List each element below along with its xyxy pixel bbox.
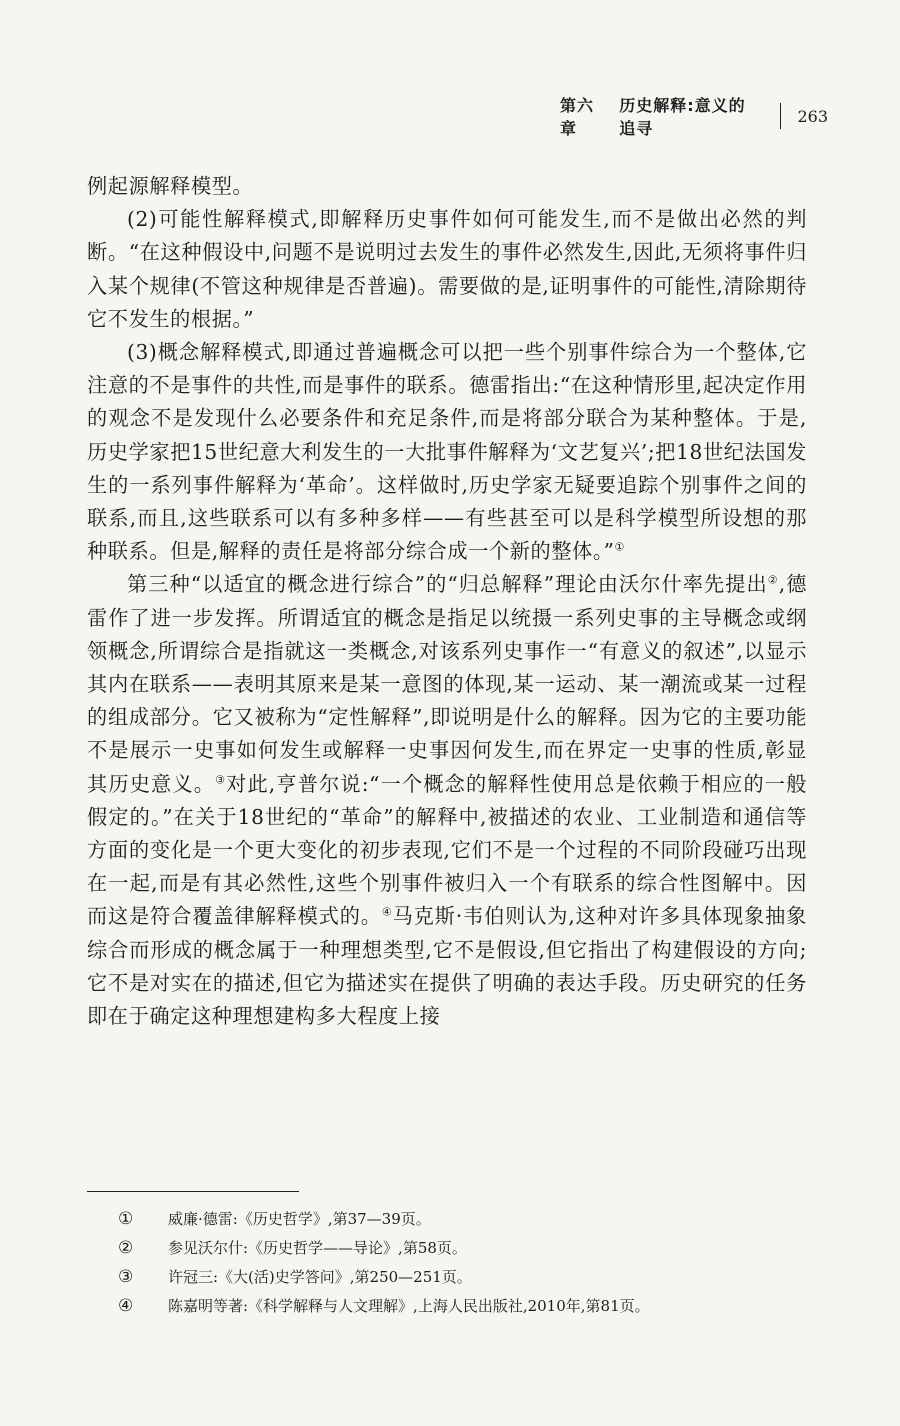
paragraph-text: (2)可能性解释模式,即解释历史事件如何可能发生,而不是做出必然的判断。“在这种假设中,问题不是说明过去发生的事件必然发生,因此,无须将事件归入某个规律(不管这种规律是否普遍)。需要做的是,证明事件的可能性,清除期待它不发生的根据。”	[87, 207, 807, 331]
footnote-mark: ①	[118, 1209, 134, 1229]
header-divider	[780, 103, 782, 129]
footnote-text: 许冠三:《大(活)史学答问》,第250—251页。	[168, 1268, 472, 1286]
footnotes	[118, 1205, 818, 1321]
page-number: 263	[797, 106, 828, 126]
paragraph-text: 马克斯·韦伯则认为,这种对许多具体现象抽象综合而形成的概念属于一种理想类型,它不是假设,但它指出了构建假设的方向;它不是对实在的描述,但它为描述实在提供了明确的表达手段。历史研究的任务即在于确定这种理想建构多大程度上接	[87, 904, 807, 1029]
footnote-ref[interactable]: ③	[215, 772, 227, 786]
footnote-item	[118, 1205, 818, 1234]
footnote-item	[118, 1263, 818, 1292]
footnote-mark: ④	[118, 1296, 134, 1316]
footnote-item	[118, 1292, 818, 1321]
footnote-ref[interactable]: ④	[381, 905, 393, 919]
paragraph-concept-model	[87, 336, 807, 568]
footnote-mark: ③	[118, 1267, 134, 1287]
footnote-ref[interactable]: ①	[614, 540, 625, 554]
paragraph-text: 对此,亨普尔说:“一个概念的解释性使用总是依赖于相应的一般假定的。”在关于18世纪的“革命”的解释中,被描述的农业、工业制造和通信等方面的变化是一个更大变化的初步表现,它们不是一个过程的不同阶段碰巧出现在一起,而是有其必然性,这些个别事件被归入一个有联系的综合性图解中。因而这是符合覆盖律解释模式的。	[87, 771, 807, 929]
paragraph-continuation	[87, 170, 807, 203]
body-text	[87, 170, 807, 1033]
footnote-ref[interactable]: ②	[767, 573, 779, 587]
chapter-label: 第六章	[560, 96, 595, 138]
footnote-rule	[87, 1191, 299, 1192]
footnote-mark: ②	[118, 1238, 134, 1258]
footnote-text: 威廉·德雷:《历史哲学》,第37—39页。	[168, 1210, 431, 1228]
chapter-title: 历史解释:意义的追寻	[619, 96, 746, 138]
footnote-text: 陈嘉明等著:《科学解释与人文理解》,上海人民出版社,2010年,第81页。	[168, 1297, 650, 1315]
paragraph-text: (3)概念解释模式,即通过普遍概念可以把一些个别事件综合为一个整体,它注意的不是事件的共性,而是事件的联系。德雷指出:“在这种情形里,起决定作用的观念不是发现什么必要条件和充足条件,而是将部分联合为某种整体。于是,历史学家把15世纪意大利发生的一大批事件解释为‘文艺复兴’;把18世纪法国发生的一系列事件解释为‘革命’。这样做时,历史学家无疑要追踪个别事件之间的联系,而且,这些联系可以有多种多样——有些甚至可以是科学模型所设想的那种联系。但是,解释的责任是将部分综合成一个新的整体。”	[87, 340, 807, 564]
footnote-item	[118, 1234, 818, 1263]
paragraph-possibility-model	[87, 203, 807, 336]
paragraph-text: 例起源解释模型。	[87, 174, 254, 198]
paragraph-text: 第三种“以适宜的概念进行综合”的“归总解释”理论由沃尔什率先提出	[127, 572, 768, 597]
running-head	[560, 96, 828, 138]
paragraph-synthesis-theory	[87, 568, 807, 1033]
paragraph-text: ,德雷作了进一步发挥。所谓适宜的概念是指足以统摄一系列史事的主导概念或纲领概念,所谓综合是指就这一类概念,对该系列史事作一“有意义的叙述”,以显示其内在联系——表明其原来是某一意图的体现,某一运动、某一潮流或某一过程的组成部分。它又被称为“定性解释”,即说明是什么的解释。因为它的主要功能不是展示一史事如何发生或解释一史事因何发生,而在界定一史事的性质,彰显其历史意义。	[87, 572, 807, 796]
footnote-text: 参见沃尔什:《历史哲学——导论》,第58页。	[168, 1239, 467, 1257]
